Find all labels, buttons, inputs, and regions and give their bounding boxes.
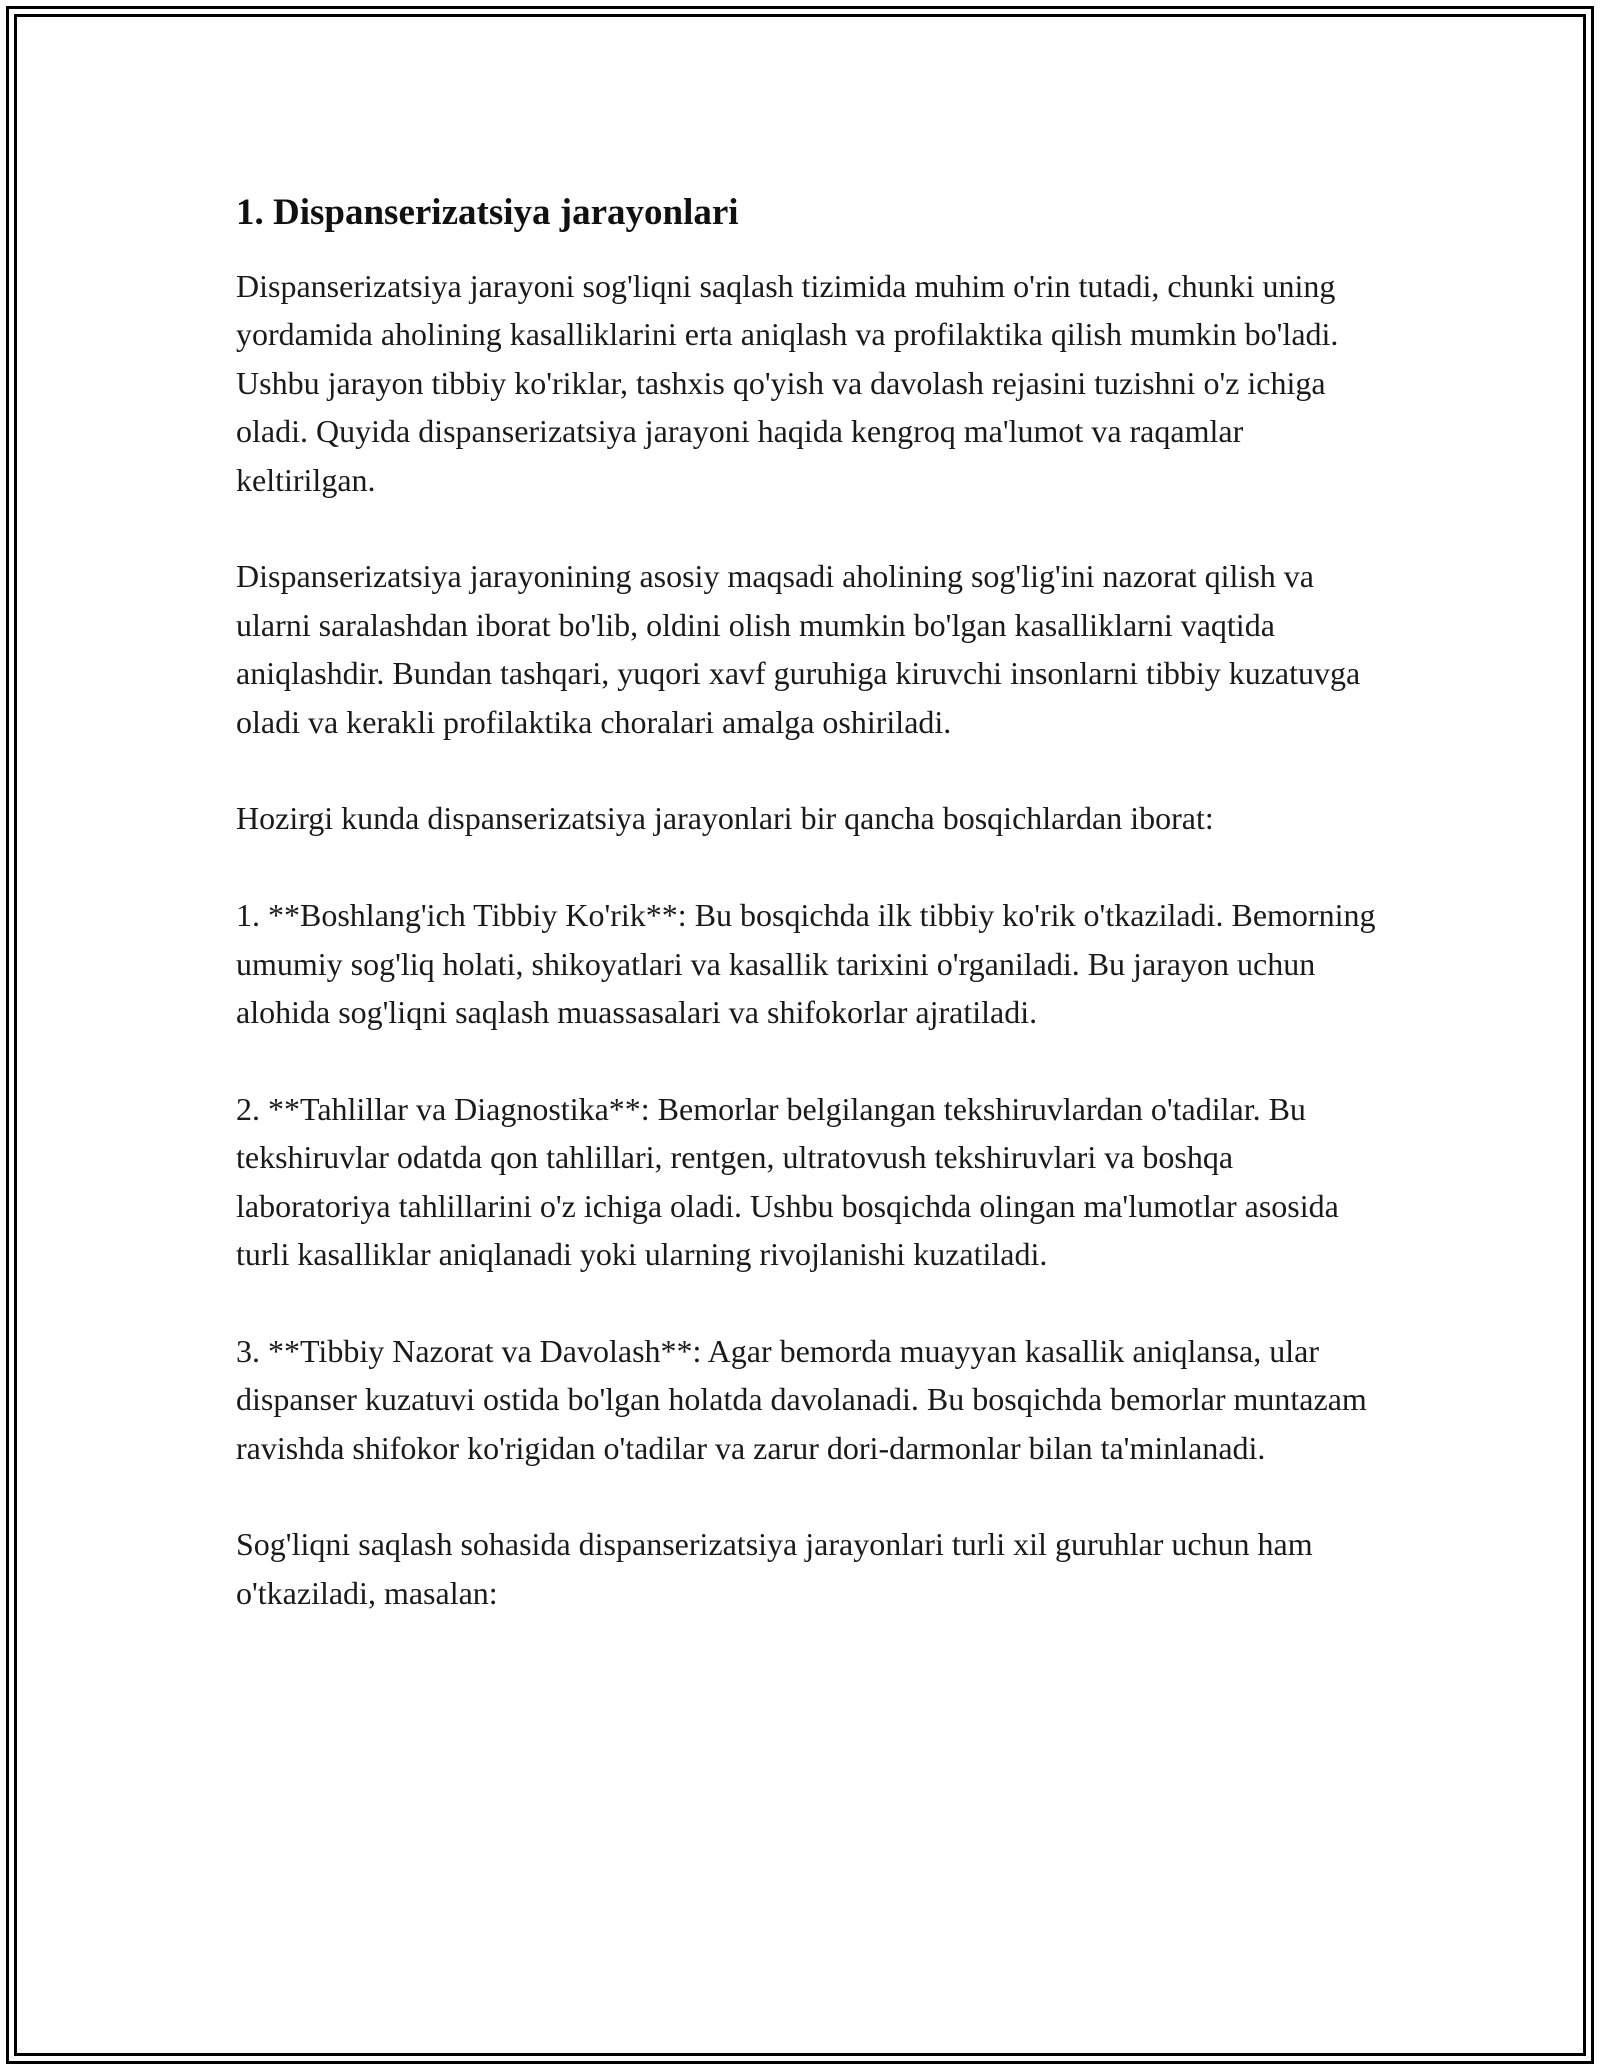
list-item-stage-3: 3. **Tibbiy Nazorat va Davolash**: Agar bemorda muayyan kasallik aniqlansa, ular dispanser kuzatuvi ostida bo'lgan holatda davolanadi. Bu bosqichda bemorlar muntazam ravishda shifokor ko'rigidan o'tadilar va zarur dori-darmonlar bilan ta'minlanadi. bbox=[236, 1332, 1367, 1466]
document-body bbox=[236, 188, 1386, 1617]
paragraph-purpose: Dispanserizatsiya jarayonining asosiy maqsadi aholining sog'lig'ini nazorat qilish va ularni saralashdan iborat bo'lib, oldini olish mumkin bo'lgan kasalliklarni vaqtida aniqlashdir. Bundan tashqari, yuqori xavf guruhiga kiruvchi insonlarni tibbiy kuzatuvga oladi va kerakli profilaktika choralari amalga oshiriladi. bbox=[236, 558, 1361, 740]
paragraph-intro: Dispanserizatsiya jarayoni sog'liqni saqlash tizimida muhim o'rin tutadi, chunki uning yordamida aholining kasalliklarini erta aniqlash va profilaktika qilish mumkin bo'ladi. Ushbu jarayon tibbiy ko'riklar, tashxis qo'yish va davolash rejasini tuzishni o'z ichiga oladi. Quyida dispanserizatsiya jarayoni haqida kengroq ma'lumot va raqamlar keltirilgan. bbox=[236, 268, 1339, 498]
paragraph-stages-intro: Hozirgi kunda dispanserizatsiya jarayonlari bir qancha bosqichlardan iborat: bbox=[236, 800, 1214, 837]
list-item-stage-1: 1. **Boshlang'ich Tibbiy Ko'rik**: Bu bosqichda ilk tibbiy ko'rik o'tkaziladi. Bemorning umumiy sog'liq holati, shikoyatlari va kasallik tarixini o'rganiladi. Bu jarayon uchun alohida sog'liqni saqlash muassasalari va shifokorlar ajratiladi. bbox=[236, 897, 1376, 1031]
list-item-stage-2: 2. **Tahlillar va Diagnostika**: Bemorlar belgilangan tekshiruvlardan o'tadilar. Bu tekshiruvlar odatda qon tahlillari, rentgen, ultratovush tekshiruvlari va boshqa laboratoriya tahlillarini o'z ichiga oladi. Ushbu bosqichda olingan ma'lumotlar asosida turli kasalliklar aniqlanadi yoki ularning rivojlanishi kuzatiladi. bbox=[236, 1090, 1339, 1273]
section-title: 1. Dispanserizatsiya jarayonlari bbox=[236, 192, 739, 233]
paragraph-groups: Sog'liqni saqlash sohasida dispanserizatsiya jarayonlari turli xil guruhlar uchun ham o'tkaziladi, masalan: bbox=[236, 1526, 1313, 1611]
